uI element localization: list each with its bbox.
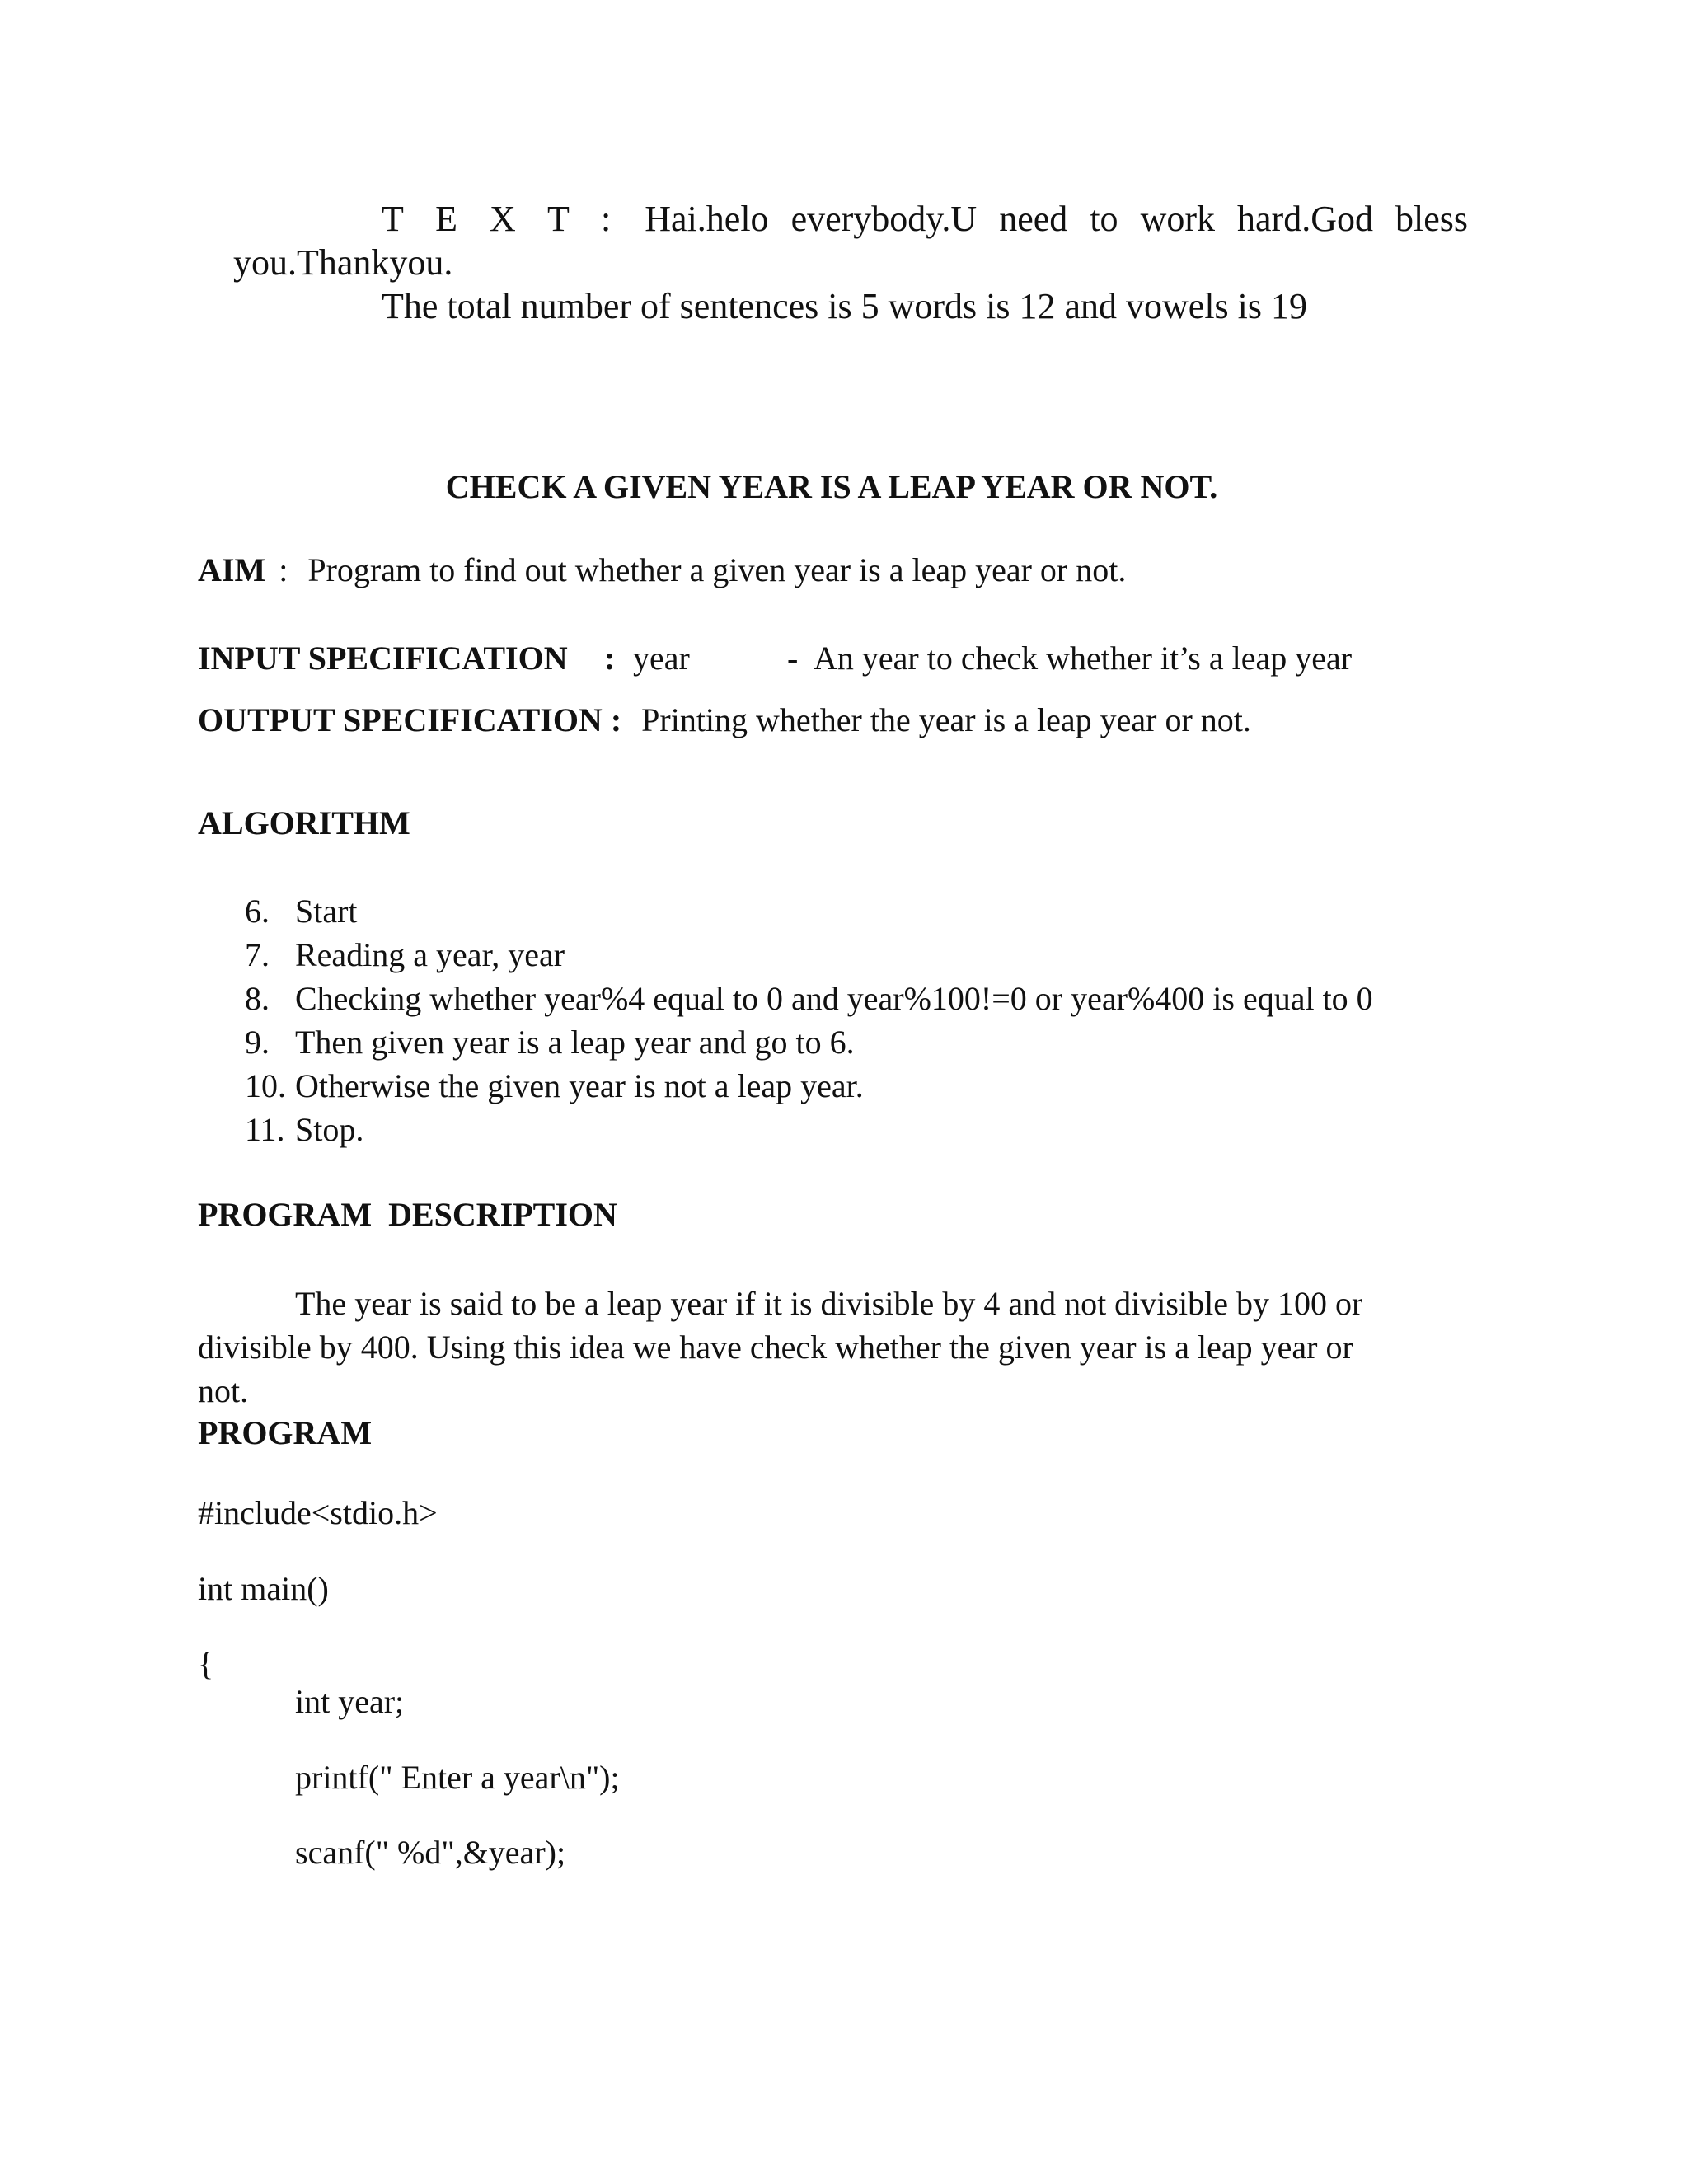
algorithm-steps xyxy=(245,892,1373,1154)
code-line: #include<stdio.h> xyxy=(198,1494,438,1531)
step-number: 6. xyxy=(245,893,270,930)
text-word: need xyxy=(999,199,1068,239)
input-spec-variable: year xyxy=(633,640,690,677)
aim-separator: : xyxy=(279,551,288,588)
aim-row xyxy=(198,551,1126,590)
text-label: T E X T : xyxy=(382,199,623,239)
text-line-1 xyxy=(382,198,1468,241)
text-word: bless xyxy=(1395,199,1468,239)
code-line: int year; xyxy=(295,1683,405,1720)
result-line: The total number of sentences is 5 words is 12 and vowels is 19 xyxy=(382,286,1308,326)
program-description-heading: PROGRAM DESCRIPTION xyxy=(198,1196,617,1233)
input-spec-label: INPUT SPECIFICATION xyxy=(198,640,568,677)
input-spec-separator: : xyxy=(604,640,616,677)
output-spec-label: OUTPUT SPECIFICATION : xyxy=(198,701,622,738)
input-spec-dash: - xyxy=(787,640,799,677)
code-line: int main() xyxy=(198,1570,329,1607)
step-number: 10. xyxy=(245,1067,286,1104)
text-line-2: you.Thankyou. xyxy=(233,242,453,283)
aim-text: Program to find out whether a given year is a leap year or not. xyxy=(307,551,1127,588)
step-text: Start xyxy=(295,893,358,930)
step-text: Otherwise the given year is not a leap year. xyxy=(295,1067,864,1104)
text-word: everybody.U xyxy=(790,199,978,239)
list-item xyxy=(245,1110,1373,1154)
code-line: scanf(" %d",&year); xyxy=(295,1834,566,1871)
program-description-text: The year is said to be a leap year if it is divisible by 4 and not divisible by 100 or divisible by 400. Using this idea we have check whether the given year is a leap year or not. xyxy=(198,1285,1363,1409)
list-item xyxy=(245,892,1373,935)
input-spec-row xyxy=(198,639,568,678)
text-word: work xyxy=(1140,199,1215,239)
code-line: printf(" Enter a year\n"); xyxy=(295,1759,620,1796)
step-number: 7. xyxy=(245,936,270,973)
step-text: Checking whether year%4 equal to 0 and year%100!=0 or year%400 is equal to 0 xyxy=(295,980,1373,1017)
list-item xyxy=(245,935,1373,979)
step-number: 11. xyxy=(245,1111,285,1148)
aim-label: AIM xyxy=(198,551,266,588)
step-text: Stop. xyxy=(295,1111,364,1148)
text-word: hard.God xyxy=(1237,199,1373,239)
output-spec-text: Printing whether the year is a leap year or not. xyxy=(641,701,1251,738)
step-number: 8. xyxy=(245,980,270,1017)
step-text: Reading a year, year xyxy=(295,936,565,973)
list-item xyxy=(245,979,1373,1023)
code-line: { xyxy=(198,1645,214,1682)
step-number: 9. xyxy=(245,1024,270,1061)
page-title: CHECK A GIVEN YEAR IS A LEAP YEAR OR NOT. xyxy=(445,468,1218,505)
list-item xyxy=(245,1066,1373,1110)
list-item xyxy=(245,1023,1373,1066)
algorithm-heading: ALGORITHM xyxy=(198,804,410,841)
text-word: to xyxy=(1090,199,1118,239)
input-spec-description: An year to check whether it’s a leap year xyxy=(814,640,1353,677)
text-word: Hai.helo xyxy=(645,199,769,239)
program-heading: PROGRAM xyxy=(198,1414,373,1451)
step-text: Then given year is a leap year and go to 6. xyxy=(295,1024,855,1061)
output-spec-row xyxy=(198,701,1251,740)
